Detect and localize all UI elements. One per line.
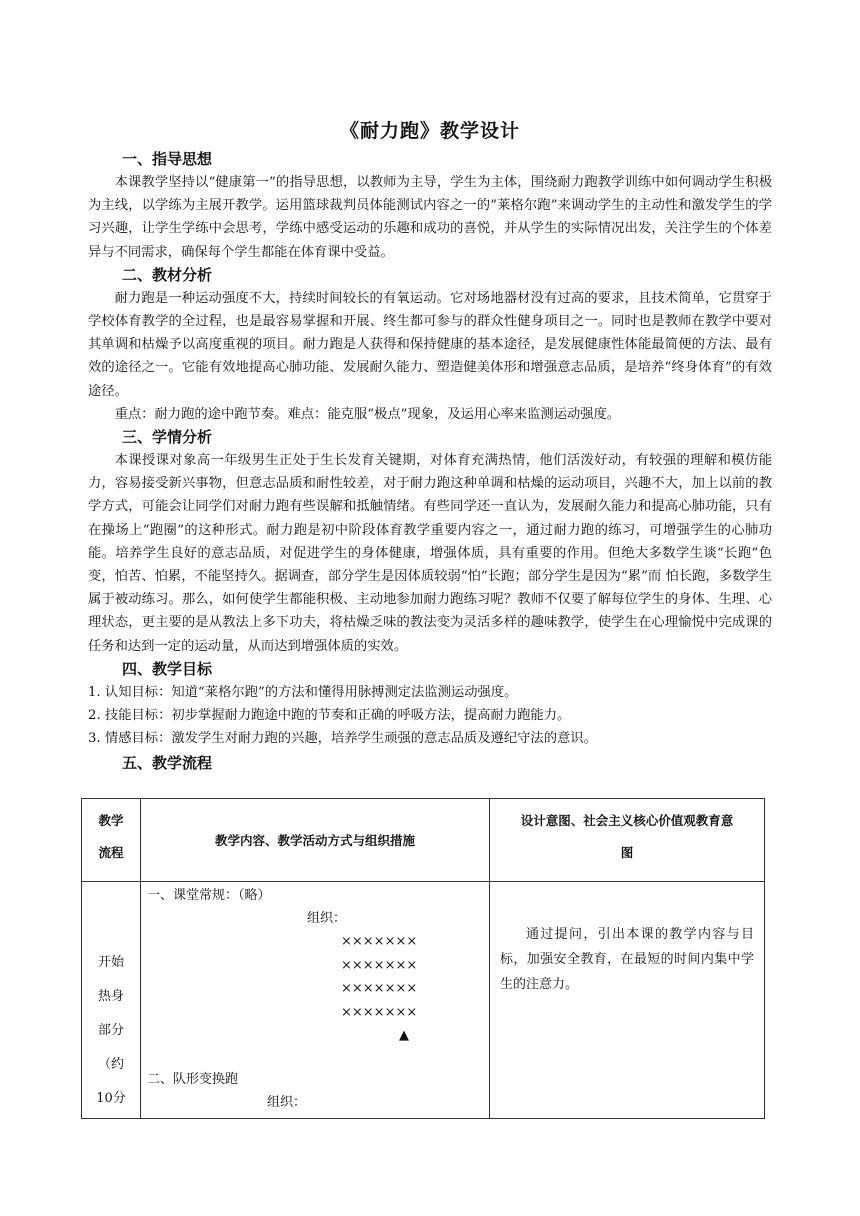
goal-skill: 2. 技能目标：初步掌握耐力跑途中跑的节奏和正确的呼吸方法，提高耐力跑能力。 — [88, 708, 571, 724]
stage-line: 10分 — [96, 1091, 126, 1106]
paragraph-guiding-ideology: 本课教学坚持以“健康第一”的指导思想，以教师为主导，学生为主体，围绕耐力跑教学训练中如何调动学生积极为主线，以学练为主展开教学。运用篮球裁判员体能测试内容之一的“莱格尔跑”来调动学生的主动性和激发学生的学习兴趣，让学生学练中会思考，学练中感受运动的乐趣和成功的喜悦，并从学生的实际情况出发，关注学生的个体差异与不同需求，确保每个学生都能在体育课中受益。 — [88, 175, 772, 260]
formation-row: ××××××× — [341, 1004, 418, 1020]
section-heading-teaching-goals: 四、教学目标 — [122, 659, 213, 678]
paragraph-student-analysis: 本课授课对象高一年级男生正处于生长发育关键期，对体育充满热情，他们活泼好动，有较强的理解和模仿能力，容易接受新兴事物，但意志品质和耐性较差，对于耐力跑这种单调和枯燥的运动项目，兴趣不大，加上以前的教学方式，可能会让同学们对耐力跑有些误解和抵触情绪。有些同学还一直认为，发展耐久能力和提高心肺功能，只有在操场上“跑圈”的这种形式。耐力跑是初中阶段体育教学重要内容之一，通过耐力跑的练习，可增强学生的心肺功能。培养学生良好的意志品质，对促进学生的身体健康，增强体质，具有重要的作用。但绝大多数学生谈“长跑”色变，怕苦、怕累，不能坚持久。据调查，部分学生是因体质较弱“怕”长跑；部分学生是因为“累”而 怕长跑，多数学生属于被动练习。那么，如何使学生都能积极、主动地参加耐力跑练习呢？教师不仅要了解每位学生的身体、生理、心理状态，更主要的是从教法上多下功夫，将枯燥乏味的教法变为灵活多样的趣味教学，使学生在心理愉悦中完成课的任务和达到一定的运动量，从而达到增强体质的实效。 — [88, 453, 772, 654]
item-formation-run: 二、队形变换跑 — [147, 1072, 239, 1087]
section-heading-guiding-ideology: 一、指导思想 — [122, 150, 213, 168]
stage-line: （约 — [97, 1057, 124, 1072]
header-intent — [490, 799, 765, 882]
teacher-position-icon: ▲ — [399, 1028, 409, 1043]
organization-label: 组织： — [267, 1095, 307, 1110]
section-heading-material-analysis: 二、教材分析 — [122, 265, 213, 284]
header-intent-line1: 设计意图、社会主义核心价值观教育意 — [520, 813, 734, 828]
intent-cell — [490, 882, 765, 1119]
stage-line: 部分 — [97, 1023, 124, 1038]
table-row — [82, 882, 765, 1119]
spacer — [147, 1048, 483, 1068]
item-class-routine: 一、课堂常规：（略） — [147, 888, 271, 903]
stage-line: 热身 — [97, 989, 124, 1004]
paragraph-key-points: 重点：耐力跑的途中跑节奏。难点：能克服“极点”现象，及运用心率来监测运动强度。 — [114, 406, 621, 422]
content-cell — [141, 882, 490, 1119]
document-title: 《耐力跑》教学设计 — [339, 120, 520, 142]
section-heading-student-analysis: 三、学情分析 — [122, 428, 213, 447]
stage-cell — [82, 882, 141, 1119]
formation-row: ××××××× — [341, 934, 418, 949]
header-content: 教学内容、教学活动方式与组织措施 — [141, 799, 490, 882]
teaching-process-table — [81, 798, 765, 1119]
formation-row: ××××××× — [341, 981, 418, 996]
organization-label: 组织： — [307, 911, 347, 926]
goal-cognitive: 1. 认知目标：知道“莱格尔跑”的方法和懂得用脉搏测定法监测运动强度。 — [88, 684, 518, 700]
table-header-row — [82, 799, 765, 882]
header-stage-line2: 流程 — [98, 845, 124, 860]
section-heading-teaching-process: 五、教学流程 — [122, 754, 213, 773]
header-stage-line1: 教学 — [98, 813, 124, 828]
goal-affective: 3. 情感目标：激发学生对耐力跑的兴趣，培养学生顽强的意志品质及遵纪守法的意识。 — [88, 731, 597, 747]
paragraph-material-analysis: 耐力跑是一种运动强度不大，持续时间较长的有氧运动。它对场地器材没有过高的要求，且技术简单，它贯穿于学校体育教学的全过程，也是最容易掌握和开展、终生都可参与的群众性健身项目之一。同时也是教师在教学中要对其单调和枯燥予以高度重视的项目。耐力跑是人获得和保持健康的基本途径，是发展健康性体能最简便的方法、最有效的途径之一。它能有效地提高心肺功能、发展耐久能力、塑造健美体形和增强意志品质，是培养“终身体育”的有效途径。 — [88, 290, 772, 399]
stage-line: 开始 — [97, 955, 124, 970]
intent-text: 通过提问，引出本课的教学内容与目标，加强安全教育，在最短的时间内集中学生的注意力。 — [500, 927, 754, 992]
header-stage — [82, 799, 141, 882]
header-intent-line2: 图 — [620, 845, 634, 860]
formation-row: ××××××× — [341, 957, 418, 973]
document-body — [88, 148, 772, 775]
